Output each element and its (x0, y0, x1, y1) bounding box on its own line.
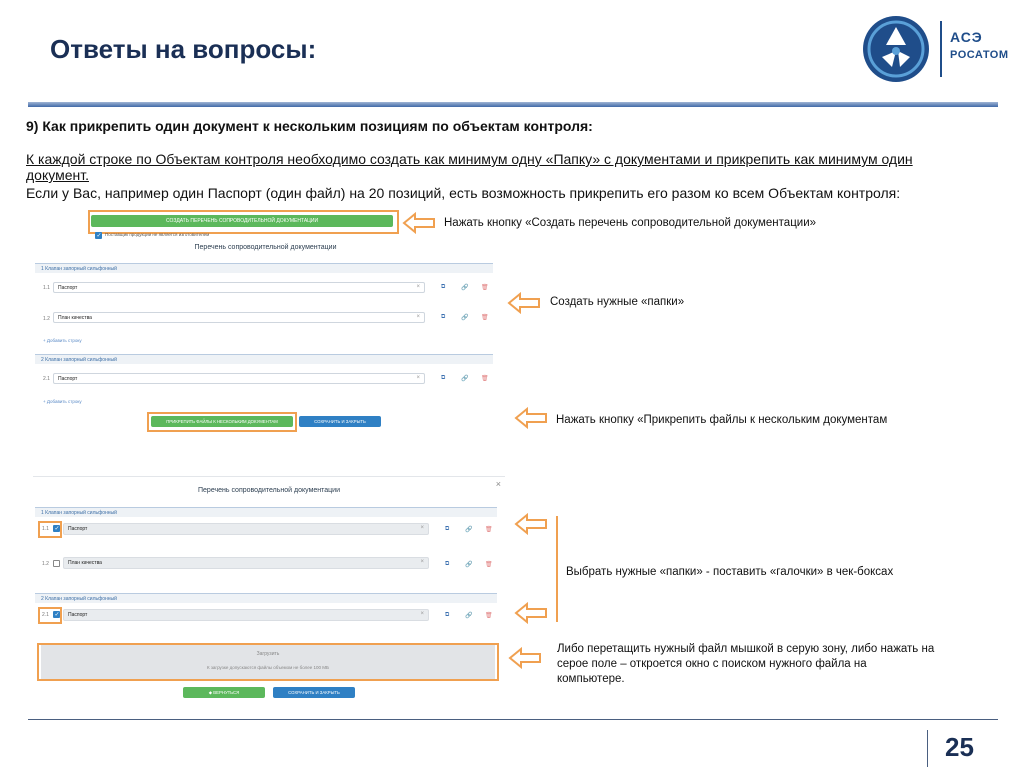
annotation-create-list: Нажать кнопку «Создать перечень сопроводительной документации» (444, 217, 817, 229)
save-close-button[interactable]: СОХРАНИТЬ И ЗАКРЫТЬ (273, 687, 355, 698)
clear-icon[interactable]: × (416, 375, 420, 381)
screenshot-doc-list (33, 208, 498, 438)
highlight-create-button (88, 210, 399, 234)
row-number: 1.2 (43, 316, 50, 322)
doc-list-title: Перечень сопроводительной документации (198, 487, 340, 494)
row-checkbox[interactable] (53, 611, 60, 618)
delete-icon[interactable]: 🗑 (481, 376, 489, 382)
group-header-1: 1 Клапан запорный сильфонный (35, 507, 497, 517)
logo-text-rosatom: РОСАТОМ (950, 49, 1009, 61)
add-row-link[interactable]: + Добавить строку (43, 338, 82, 343)
group-header-2: 2 Клапан запорный сильфонный (35, 593, 497, 603)
attach-icon[interactable]: 🔗 (461, 315, 469, 321)
delete-icon[interactable]: 🗑 (485, 562, 493, 568)
add-row-link[interactable]: + Добавить строку (43, 399, 82, 404)
row-number: 2.1 (43, 376, 50, 382)
footer-divider (927, 730, 928, 767)
row-number: 1.2 (42, 561, 49, 567)
attach-icon[interactable]: 🔗 (465, 527, 473, 533)
attach-to-multiple-button[interactable]: ПРИКРЕПИТЬ ФАЙЛЫ К НЕСКОЛЬКИМ ДОКУМЕНТАМ (151, 416, 293, 427)
folder-input[interactable] (63, 557, 429, 569)
delete-icon[interactable]: 🗑 (481, 285, 489, 291)
row-number: 2.1 (42, 612, 49, 618)
arrow-left-icon (514, 513, 548, 535)
copy-icon[interactable]: ⧉ (441, 284, 446, 290)
drop-zone-title: Загрузить (256, 651, 280, 657)
folder-input-value: План качества (58, 315, 92, 321)
arrow-left-icon (508, 647, 542, 669)
atom-emblem-icon (862, 15, 930, 83)
folder-input[interactable] (53, 312, 425, 323)
question-heading: 9) Как прикрепить один документ к нескольким позициям по объектам контроля: (26, 118, 593, 134)
annotation-create-folders: Создать нужные «папки» (550, 296, 685, 308)
title-rule (28, 102, 998, 107)
footer-rule (28, 719, 998, 720)
row-number: 1.1 (42, 526, 49, 532)
back-button[interactable]: ◆ ВЕРНУТЬСЯ (183, 687, 265, 698)
arrow-left-icon (514, 602, 548, 624)
folder-input-value: План качества (68, 560, 102, 566)
logo-text-ase: АСЭ (950, 29, 983, 45)
copy-icon[interactable]: ⧉ (445, 612, 450, 618)
save-close-button[interactable]: СОХРАНИТЬ И ЗАКРЫТЬ (299, 416, 381, 427)
clear-icon[interactable]: × (420, 559, 424, 565)
attach-icon[interactable]: 🔗 (465, 562, 473, 568)
instruction-paragraph-2: Если у Вас, например один Паспорт (один файл) на 20 позиций, есть возможность прикрепить его разом ко всем Объектам контроля: (26, 185, 901, 201)
arrow-left-icon (507, 292, 541, 314)
folder-input-value: Паспорт (58, 376, 78, 382)
supplier-checkbox[interactable] (95, 232, 102, 239)
arrow-left-icon (402, 212, 436, 234)
screenshot-select-folders (33, 476, 505, 706)
annotation-attach-multiple: Нажать кнопку «Прикрепить файлы к нескольким документам (556, 414, 888, 426)
folder-input[interactable] (63, 609, 429, 621)
drop-zone-hint: К загрузке допускаются файлы объемом не более 100 МБ (206, 665, 329, 670)
folder-input-value: Паспорт (68, 612, 88, 618)
group-header-2: 2 Клапан запорный сильфонный (35, 354, 493, 364)
delete-icon[interactable]: 🗑 (485, 613, 493, 619)
attach-icon[interactable]: 🔗 (461, 285, 469, 291)
row-checkbox[interactable] (53, 560, 60, 567)
highlight-attach-button (147, 412, 297, 432)
folder-input-value: Паспорт (68, 526, 88, 532)
row-number: 1.1 (43, 285, 50, 291)
attach-icon[interactable]: 🔗 (461, 376, 469, 382)
clear-icon[interactable]: × (420, 611, 424, 617)
group-header-1: 1 Клапан запорный сильфонный (35, 263, 493, 273)
folder-input-value: Паспорт (58, 285, 78, 291)
highlight-drop-zone (37, 643, 499, 681)
folder-input[interactable] (53, 282, 425, 293)
clear-icon[interactable]: × (416, 314, 420, 320)
copy-icon[interactable]: ⧉ (441, 314, 446, 320)
slide-title: Ответы на вопросы: (50, 34, 317, 64)
attach-icon[interactable]: 🔗 (465, 613, 473, 619)
copy-icon[interactable]: ⧉ (441, 375, 446, 381)
clear-icon[interactable]: × (416, 284, 420, 290)
copy-icon[interactable]: ⧉ (445, 561, 450, 567)
clear-icon[interactable]: × (420, 525, 424, 531)
logo-divider (940, 21, 942, 77)
instruction-paragraph-1: К каждой строке по Объектам контроля необходимо создать как минимум одну «Папку» с документами и прикрепить как минимум один документ. (26, 151, 913, 183)
rosatom-logo (860, 13, 1018, 85)
row-checkbox[interactable] (53, 525, 60, 532)
doc-list-title: Перечень сопроводительной документации (194, 244, 337, 251)
selection-bracket (556, 516, 558, 622)
delete-icon[interactable]: 🗑 (481, 315, 489, 321)
copy-icon[interactable]: ⧉ (445, 526, 450, 532)
annotation-select-folders: Выбрать нужные «папки» - поставить «галочки» в чек-боксах (566, 566, 894, 578)
page-number: 25 (945, 732, 974, 762)
create-list-button[interactable]: СОЗДАТЬ ПЕРЕЧЕНЬ СОПРОВОДИТЕЛЬНОЙ ДОКУМЕНТАЦИИ (91, 215, 393, 227)
supplier-checkbox-label: Поставщик продукции не является изготовителем (105, 232, 210, 237)
delete-icon[interactable]: 🗑 (485, 527, 493, 533)
annotation-drop-file: Либо перетащить нужный файл мышкой в серую зону, либо нажать на серое поле – откроется окно с поиском нужного файла на компьютере. (557, 643, 935, 685)
folder-input[interactable] (63, 523, 429, 535)
folder-input[interactable] (53, 373, 425, 384)
close-icon[interactable]: × (495, 479, 501, 489)
arrow-left-icon (514, 407, 548, 429)
